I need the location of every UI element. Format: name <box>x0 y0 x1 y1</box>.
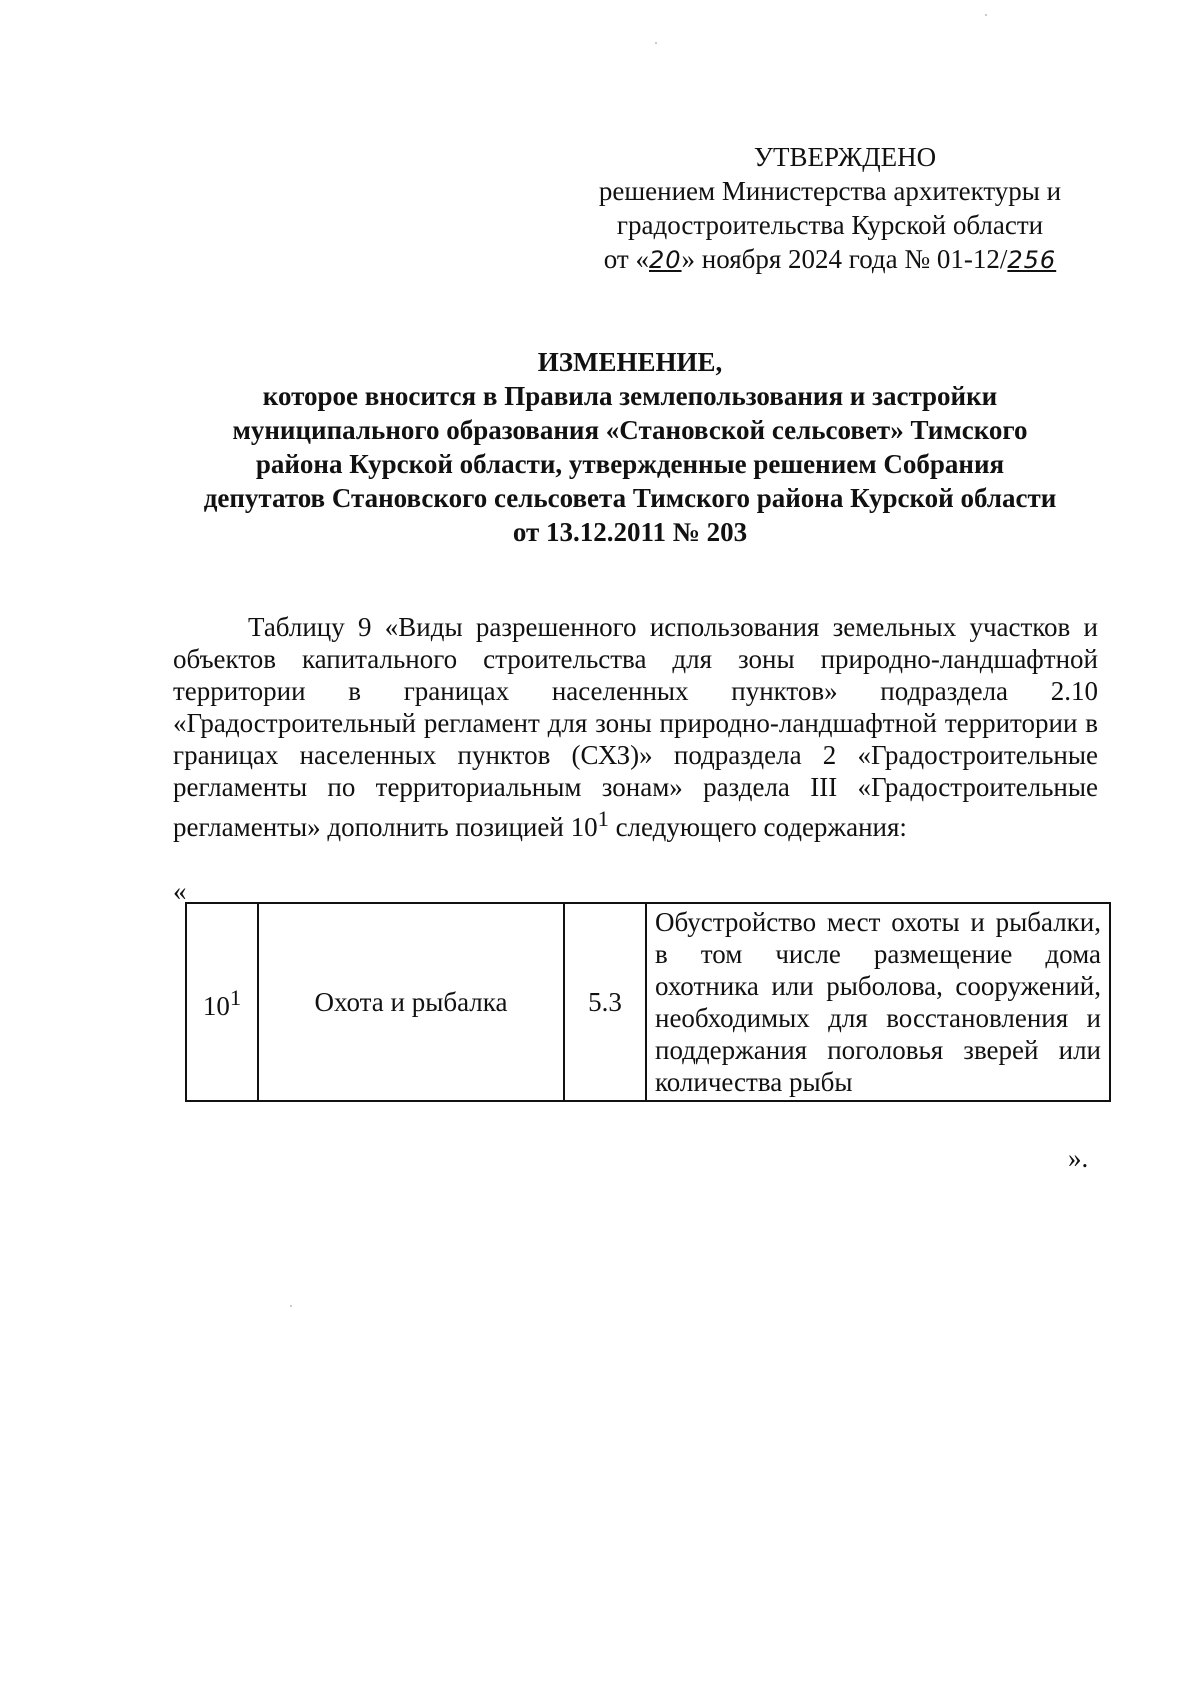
use-code-cell: 5.3 <box>564 903 646 1101</box>
approved-word: УТВЕРЖДЕНО <box>753 142 937 172</box>
scan-speck <box>985 14 987 16</box>
body-text-main: Таблицу 9 «Виды разрешенного использования земельных участков и объектов капитального строительства для зоны природно-ландшафтной территории в границах населенных пунктов» подраздела 2.10 «Градостроительный регламент для зоны природно-ландшафтной территории в границах населенных пунктов (СХЗ)» подраздела 2 «Градостроительные регламенты по территориальным зонам» раздела III «Градостроительные регламенты» дополнить позицией 10 <box>173 612 1098 842</box>
row-number: 10 <box>202 991 230 1021</box>
row-number-cell <box>186 903 258 1101</box>
approval-line-2: градостроительства Курской области <box>616 210 1044 240</box>
title-line-4: депутатов Становского сельсовета Тимского района Курской области <box>203 483 1057 513</box>
use-name-cell: Охота и рыбалка <box>258 903 564 1101</box>
body-superscript: 1 <box>597 806 609 831</box>
approval-line-1: решением Министерства архитектуры и <box>598 176 1062 206</box>
document-title <box>160 345 1100 549</box>
handwritten-number: 256 <box>1007 246 1057 274</box>
approval-stamp <box>560 140 1100 277</box>
title-line-2: муниципального образования «Становской сельсовет» Тимского <box>232 415 1028 445</box>
title-heading: ИЗМЕНЕНИЕ, <box>537 347 723 377</box>
title-line-1: которое вносится в Правила землепользования и застройки <box>262 381 998 411</box>
title-line-3: района Курской области, утвержденные решением Собрания <box>255 449 1005 479</box>
date-middle: » ноября 2024 года № 01-12/ <box>681 244 1008 274</box>
scan-speck <box>655 42 657 44</box>
handwritten-day: 20 <box>648 246 682 274</box>
amendment-table <box>185 902 1111 1102</box>
use-description-cell: Обустройство мест охоты и рыбалки, в том числе размещение дома охотника или рыболова, сооружений, необходимых для восстановления и поддержания поголовья зверей или количества рыбы <box>646 903 1110 1101</box>
table-row <box>186 903 1110 1101</box>
closing-quote: ». <box>1068 1143 1089 1173</box>
approval-date-line <box>560 242 1100 277</box>
title-line-5: от 13.12.2011 № 203 <box>512 517 748 547</box>
scan-speck <box>290 1305 292 1307</box>
body-text-end: следующего содержания: <box>608 812 907 842</box>
row-number-superscript: 1 <box>229 985 242 1010</box>
body-paragraph <box>173 611 1098 843</box>
date-prefix: от « <box>603 244 649 274</box>
opening-quote: « <box>173 876 187 906</box>
